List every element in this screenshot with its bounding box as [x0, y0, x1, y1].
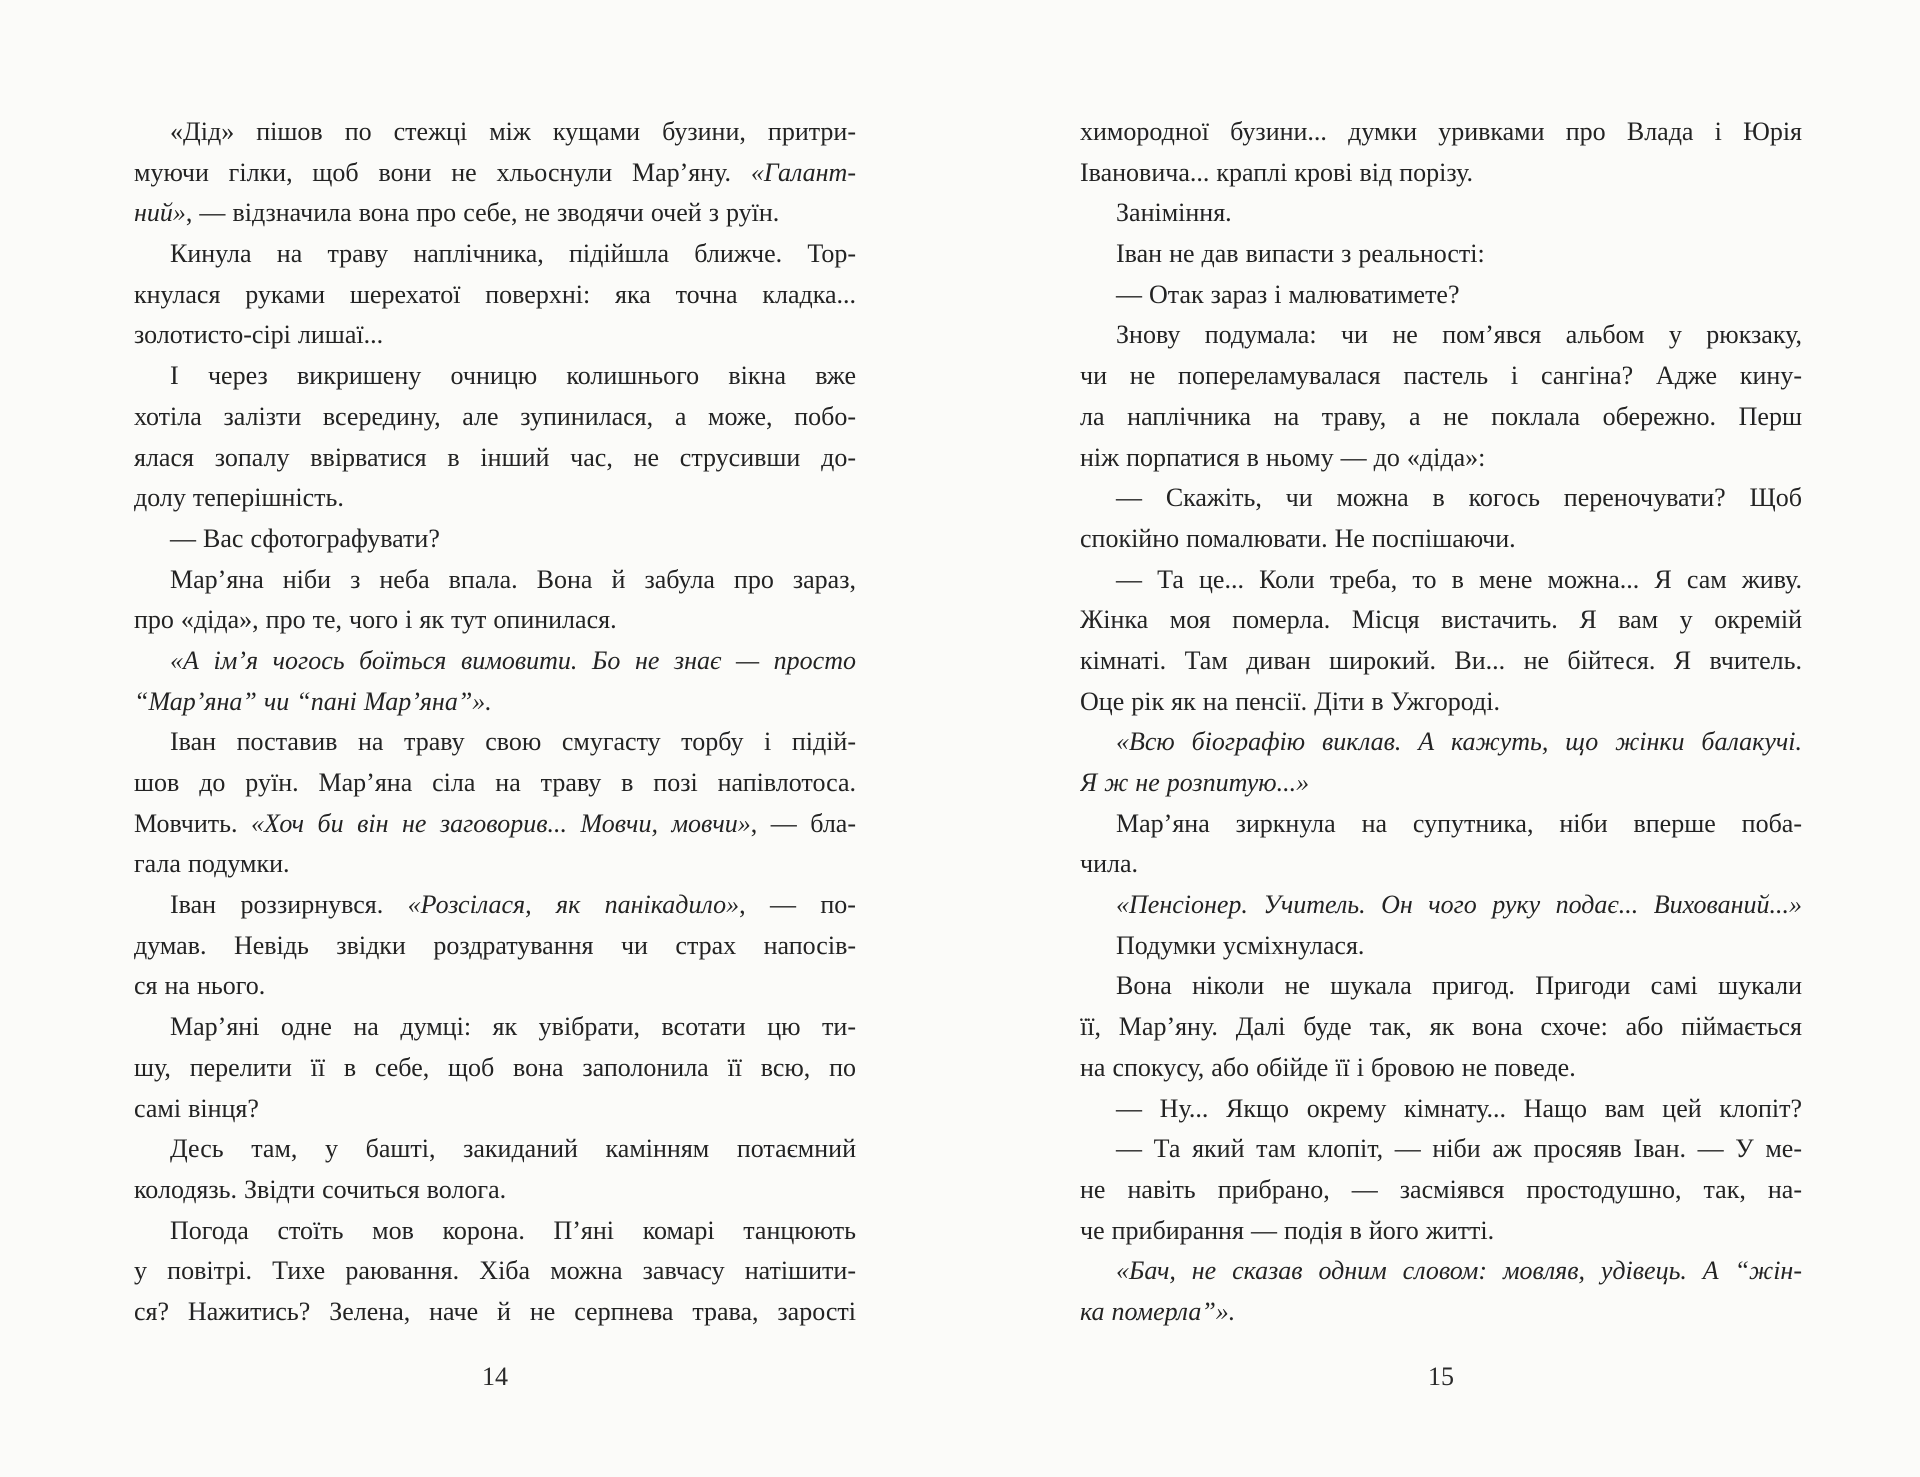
text-line: — Та це... Коли треба, то в мене можна... Я сам живу.: [1116, 564, 1802, 594]
text-line: І через викришену очницю колишнього вікна вже: [170, 361, 856, 391]
text-line: шу, перелити її в себе, щоб вона заполонила її всю, по: [134, 1052, 856, 1082]
text-line: її, Мар’яну. Далі буде так, як вона схоче: або піймається: [1080, 1012, 1802, 1042]
text-line: золотисто-сірі лишаї...: [134, 320, 384, 350]
text-line: Десь там, у башті, закиданий камінням потаємний: [170, 1134, 856, 1164]
text-line: долу теперішність.: [134, 483, 344, 513]
text-line: не навіть прибрано, — засміявся простодушно, так, на-: [1080, 1174, 1802, 1204]
text-line: — Та який там клопіт, — ніби аж просяяв Іван. — У ме-: [1116, 1134, 1802, 1164]
text-line: ний», — відзначила вона про себе, не зводячи очей з руїн.: [134, 198, 780, 228]
text-line: “Мар’яна” чи “пані Мар’яна”».: [134, 686, 492, 716]
text-line: — Отак зараз і малюватимете?: [1116, 279, 1460, 309]
text-line: — Скажіть, чи можна в когось переночувати? Щоб: [1116, 483, 1802, 513]
text-line: у повітрі. Тихе раювання. Хіба можна завчасу натішити-: [134, 1256, 856, 1286]
text-line: ся на нього.: [134, 971, 266, 1001]
text-line: думав. Невідь звідки роздратування чи страх напосів-: [134, 930, 856, 960]
text-line: ла наплічника на траву, а не поклала обережно. Перш: [1080, 401, 1802, 431]
text-line: Іван поставив на траву свою смугасту торбу і підій-: [170, 727, 856, 757]
text-line: Заніміння.: [1116, 198, 1232, 228]
text-line: Мар’яна зиркнула на супутника, ніби вперше поба-: [1116, 808, 1802, 838]
text-line: ніж порпатися в ньому — до «діда»:: [1080, 442, 1486, 472]
text-line: Кинула на траву наплічника, підійшла ближче. Тор-: [170, 239, 856, 269]
text-line: муючи гілки, щоб вони не хльоснули Мар’яну. «Галант-: [134, 157, 856, 187]
text-line: Мар’яні одне на думці: як увібрати, всотати цю ти-: [170, 1012, 856, 1042]
text-line: Івановича... краплі крові від порізу.: [1080, 157, 1473, 187]
page-left-text: [134, 112, 856, 1333]
text-line: чи не попереламувалася пастель і сангіна? Адже кину-: [1080, 361, 1802, 391]
text-line: Іван роззирнувся. «Розсілася, як панікадило», — по-: [170, 890, 856, 920]
text-line: Іван не дав випасти з реальності:: [1116, 239, 1485, 269]
text-line: Оце рік як на пенсії. Діти в Ужгороді.: [1080, 686, 1500, 716]
page-right: [1080, 112, 1802, 1442]
text-line: чила.: [1080, 849, 1139, 879]
text-line: Жінка моя померла. Місця вистачить. Я вам у окремій: [1080, 605, 1802, 635]
text-line: «Дід» пішов по стежці між кущами бузини, притри-: [170, 117, 856, 146]
text-line: «Всю біографію виклав. А кажуть, що жінки балакучі.: [1116, 727, 1802, 757]
text-line: на спокусу, або обійде її і бровою не поведе.: [1080, 1052, 1576, 1082]
text-line: Мовчить. «Хоч би він не заговорив... Мовчи, мовчи», — бла-: [134, 808, 856, 838]
text-line: «Бач, не сказав одним словом: мовляв, удівець. А “жін-: [1116, 1256, 1802, 1286]
text-line: химородної бузини... думки уривками про Влада і Юрія: [1080, 117, 1802, 146]
text-line: «Пенсіонер. Учитель. Он чого руку подає... Вихований...»: [1116, 890, 1802, 920]
text-line: ялася зопалу ввірватися в інший час, не струсивши до-: [134, 442, 856, 472]
text-line: — Ну... Якщо окрему кімнату... Нащо вам цей клопіт?: [1116, 1093, 1802, 1123]
text-line: кнулася руками шерехатої поверхні: яка точна кладка...: [134, 279, 856, 309]
text-line: спокійно помалювати. Не поспішаючи.: [1080, 523, 1516, 553]
text-line: гала подумки.: [134, 849, 290, 879]
text-line: «А ім’я чогось боїться вимовити. Бо не знає — просто: [170, 645, 856, 675]
page-number-right: 15: [1428, 1362, 1454, 1391]
page-left: [134, 112, 856, 1442]
text-line: шов до руїн. Мар’яна сіла на траву в позі напівлотоса.: [134, 768, 856, 797]
text-line: Подумки усміхнулася.: [1116, 930, 1365, 960]
text-line: хотіла залізти всередину, але зупинилася, а може, побо-: [134, 401, 856, 431]
text-line: про «діда», про те, чого і як тут опинилася.: [134, 605, 617, 635]
text-line: колодязь. Звідти сочиться волога.: [134, 1174, 507, 1204]
text-line: Вона ніколи не шукала пригод. Пригоди самі шукали: [1116, 971, 1802, 1001]
text-line: Мар’яна ніби з неба впала. Вона й забула про зараз,: [170, 564, 856, 594]
text-line: — Вас сфотографувати?: [170, 523, 440, 553]
text-line: Знову подумала: чи не пом’явся альбом у рюкзаку,: [1116, 320, 1802, 350]
text-line: ся? Нажитись? Зелена, наче й не серпнева трава, зарості: [134, 1296, 856, 1326]
text-line: ка померла”».: [1080, 1296, 1236, 1326]
text-line: самі вінця?: [134, 1093, 259, 1123]
page-number-left: 14: [482, 1362, 508, 1391]
text-line: кімнаті. Там диван широкий. Ви... не бійтеся. Я вчитель.: [1080, 645, 1802, 675]
text-line: Я ж не розпитую...»: [1080, 768, 1310, 797]
page-right-text: [1080, 112, 1802, 1333]
text-line: че прибирання — подія в його житті.: [1080, 1215, 1495, 1245]
text-line: Погода стоїть мов корона. П’яні комарі танцюють: [170, 1215, 856, 1245]
